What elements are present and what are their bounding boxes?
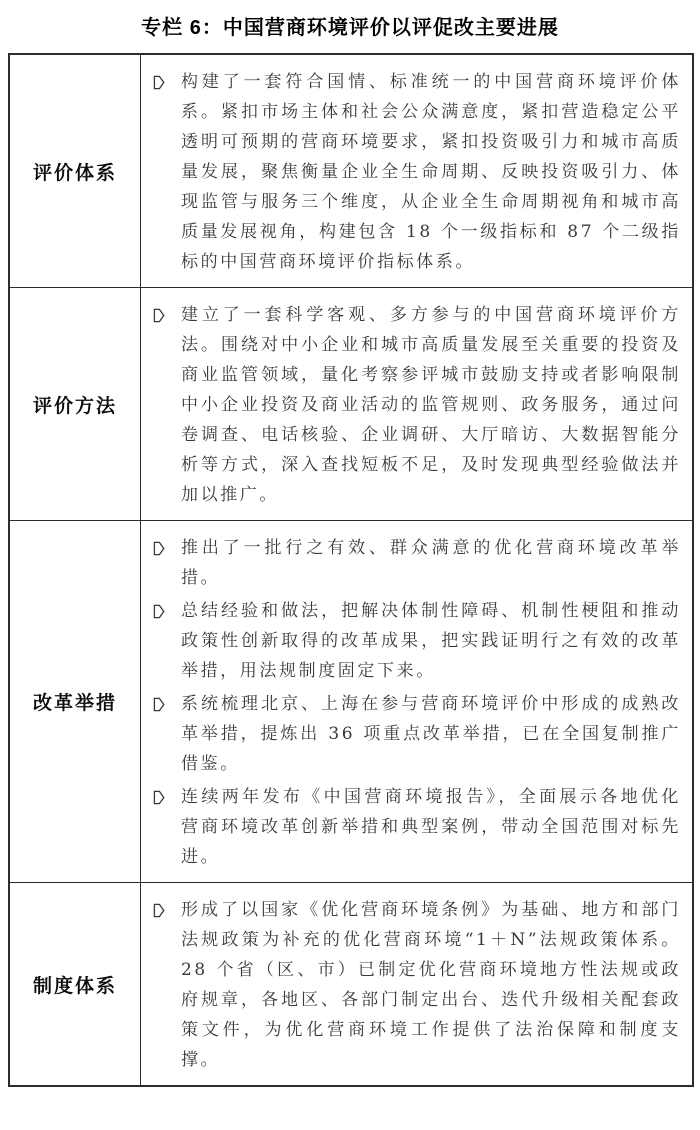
bullet-item (150, 782, 681, 872)
bullet-text: 系统梳理北京、上海在参与营商环境评价中形成的成熟改革举措，提炼出 36 项重点改革举措，已在全国复制推广借鉴。 (181, 694, 681, 774)
bullet-text: 连续两年发布《中国营商环境报告》，全面展示各地优化营商环境改革创新举措和典型案例，带动全国范围对标先进。 (181, 787, 681, 867)
bullet-item (150, 300, 681, 510)
row-content-cell (141, 288, 692, 520)
table-row (10, 288, 692, 521)
row-label: 改革举措 (32, 693, 117, 714)
pentagon-arrow-right-icon (150, 533, 181, 556)
row-label: 评价方法 (32, 395, 117, 417)
row-label: 制度体系 (32, 975, 117, 997)
row-label-cell (10, 883, 141, 1085)
pentagon-arrow-right-icon (150, 782, 181, 805)
table-row (10, 521, 692, 883)
row-label-cell (10, 521, 141, 882)
document-page (0, 11, 700, 1087)
pentagon-arrow-right-icon (150, 67, 181, 90)
row-label: 评价体系 (32, 162, 117, 184)
bullet-item (150, 596, 681, 686)
bullet-text: 建立了一套科学客观、多方参与的中国营商环境评价方法。围绕对中小企业和城市高质量发展至关重要的投资及商业监管领域，量化考察参评城市鼓励支持或者影响限制中小企业投资及商业活动的监管规则、政务服务，通过问卷调查、电话核验、企业调研、大厅暗访、大数据智能分析等方式，深入查找短板不足，及时发现典型经验做法并加以推广。 (181, 305, 681, 505)
bullet-item (150, 689, 681, 779)
table-row (10, 883, 692, 1085)
row-content-cell (141, 521, 692, 882)
bullet-item (150, 533, 681, 593)
bullet-text: 总结经验和做法，把解决体制性障碍、机制性梗阻和推动政策性创新取得的改革成果，把实践证明行之有效的改革举措，用法规制度固定下来。 (181, 601, 681, 681)
bullet-item (150, 895, 681, 1075)
table-row (10, 55, 692, 288)
pentagon-arrow-right-icon (150, 689, 181, 712)
row-label-cell (10, 288, 141, 520)
bullet-text: 形成了以国家《优化营商环境条例》为基础、地方和部门法规政策为补充的优化营商环境“1＋N”法规政策体系。28 个省（区、市）已制定优化营商环境地方性法规或政府规章，各地区、各部门制定出台、迭代升级相关配套政策文件，为优化营商环境工作提供了法治保障和制度支撑。 (181, 900, 681, 1070)
pentagon-arrow-right-icon (150, 300, 181, 323)
row-content-cell (141, 55, 692, 287)
bullet-text: 推出了一批行之有效、群众满意的优化营商环境改革举措。 (181, 538, 681, 588)
pentagon-arrow-right-icon (150, 596, 181, 619)
progress-table (8, 53, 694, 1087)
pentagon-arrow-right-icon (150, 895, 181, 918)
row-label-cell (10, 55, 141, 287)
row-content-cell (141, 883, 692, 1085)
page-title: 专栏 6：中国营商环境评价以评促改主要进展 (141, 17, 559, 39)
bullet-item (150, 67, 681, 277)
bullet-text: 构建了一套符合国情、标准统一的中国营商环境评价体系。紧扣市场主体和社会公众满意度，紧扣营造稳定公平透明可预期的营商环境要求，紧扣投资吸引力和城市高质量发展，聚焦衡量企业全生命周期、反映投资吸引力、体现监管与服务三个维度，从企业全生命周期视角和城市高质量发展视角，构建包含 18 个一级指标和 87 个二级指标的中国营商环境评价指标体系。 (181, 72, 681, 272)
